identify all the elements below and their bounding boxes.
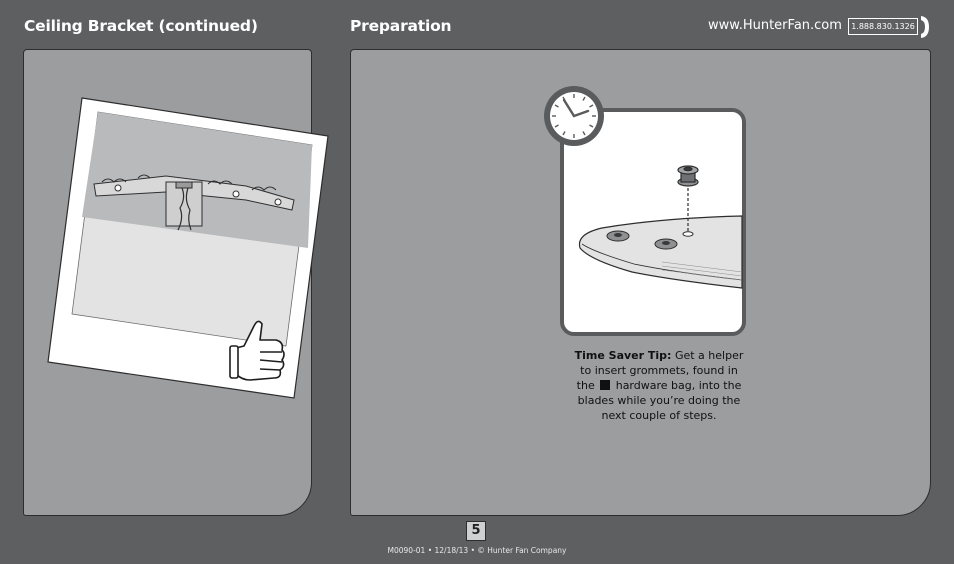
time-saver-tip xyxy=(562,348,756,423)
tip-label: Time Saver Tip: xyxy=(574,349,672,362)
footer-text: M0090-01 • 12/18/13 • © Hunter Fan Company xyxy=(387,546,567,555)
section-title-preparation: Preparation xyxy=(350,17,452,35)
tip-line-3-start: the xyxy=(576,379,595,392)
tip-line-3-end: hardware bag, into the xyxy=(615,379,742,392)
grommet-illustration xyxy=(542,84,748,336)
tip-line-2: to insert grommets, found in xyxy=(580,364,738,377)
tip-line-5: next couple of steps. xyxy=(601,409,717,422)
hardware-bag-square-icon xyxy=(600,380,610,390)
website-link[interactable]: www.HunterFan.com xyxy=(708,18,842,33)
clock-icon xyxy=(544,86,604,146)
tip-line-4: blades while you’re doing the xyxy=(577,394,741,407)
grommet-icon xyxy=(678,166,698,186)
page-number: 5 xyxy=(466,521,486,541)
ceiling-bracket-photo xyxy=(46,96,331,401)
phone-icon xyxy=(918,14,932,40)
section-title-ceiling-bracket: Ceiling Bracket (continued) xyxy=(24,17,258,35)
tip-line-1: Get a helper xyxy=(674,349,744,362)
phone-number: 1.888.830.1326 xyxy=(848,18,918,35)
